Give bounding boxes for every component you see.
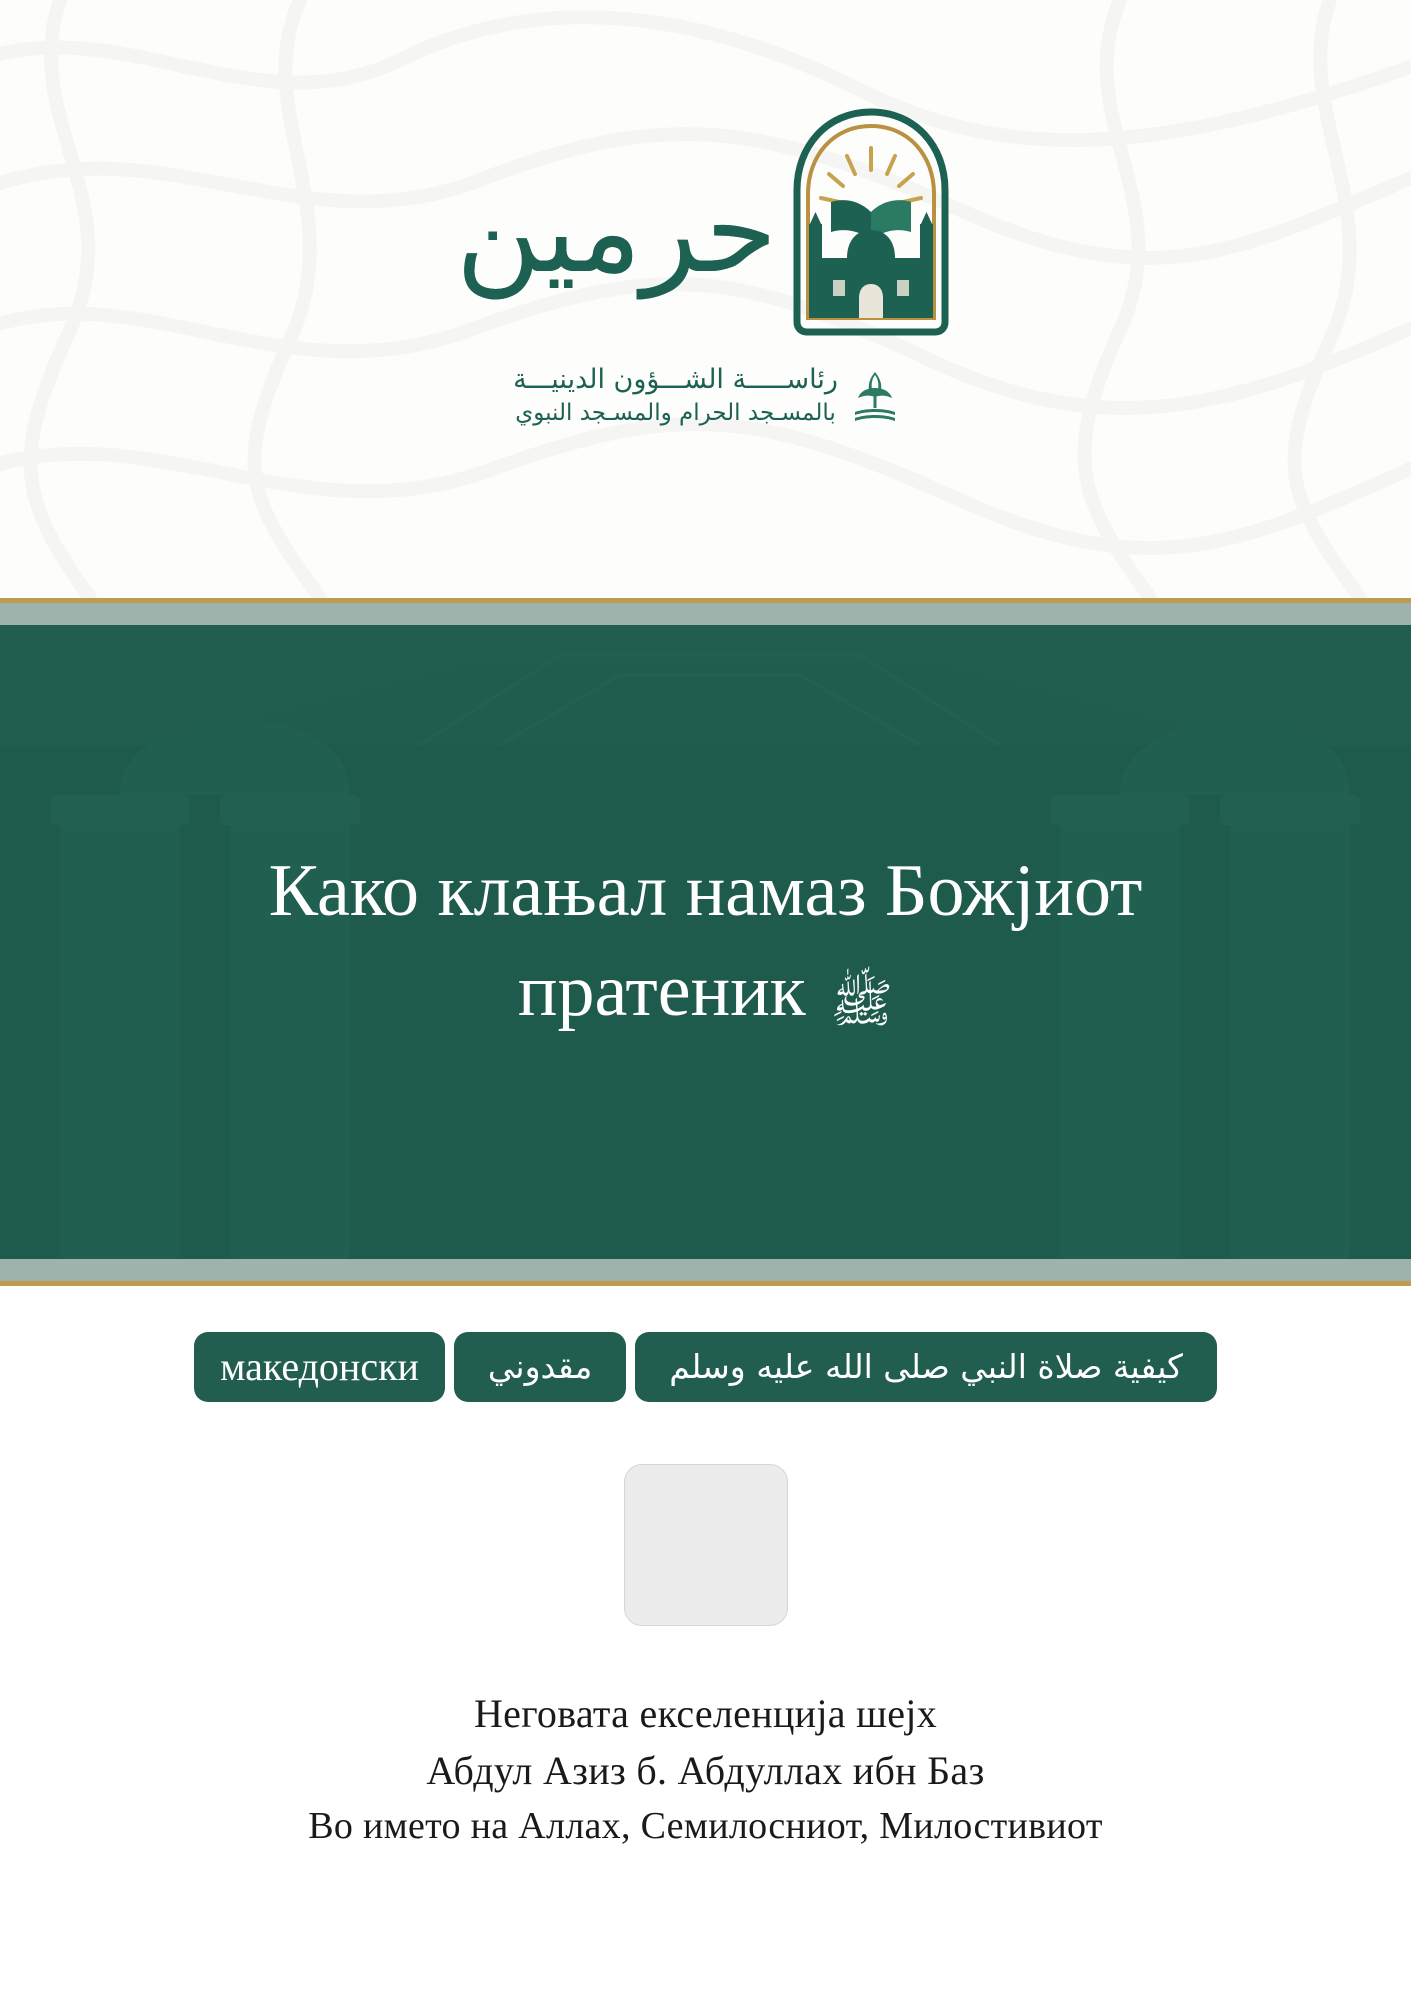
saudi-emblem-palm-swords-icon <box>852 368 898 424</box>
header-band <box>0 0 1411 598</box>
lower-content <box>0 1286 1411 2000</box>
language-pill-macedonian-arabic[interactable]: مقدوني <box>454 1332 626 1402</box>
organization-logo <box>0 108 1411 429</box>
language-pill-row <box>0 1332 1411 1402</box>
organization-arabic-line-2: بالمسـجد الحرام والمسـجد النبوي <box>515 400 836 427</box>
salla-honorific-icon: ﷺ <box>830 974 894 1034</box>
author-honorific: Неговата екселенција шејх <box>473 1691 937 1736</box>
author-block <box>308 1686 1103 1854</box>
organization-arabic-line-1: رئاســـــة الشـــؤون الدينيـــة <box>513 364 838 395</box>
language-pill-macedonian-cyrillic[interactable]: македонски <box>194 1332 445 1402</box>
organization-name-block <box>513 362 898 429</box>
logo-top-row <box>456 108 955 336</box>
document-title <box>0 842 1411 1042</box>
organization-arabic-text <box>513 362 838 429</box>
document-title-text: Како клањал намаз Божјиот пратеник <box>268 850 1143 1032</box>
document-thumbnail-placeholder[interactable] <box>624 1464 788 1626</box>
basmala-line: Во името на Аллах, Семилосниот, Милостивиот <box>308 1804 1103 1847</box>
language-pill-title-arabic[interactable]: كيفية صلاة النبي صلى الله عليه وسلم <box>635 1332 1217 1402</box>
grey-band-bottom <box>0 1259 1411 1281</box>
author-name: Абдул Азиз б. Абдуллах ибн Баз <box>426 1747 985 1793</box>
mosque-emblem-icon <box>787 108 955 336</box>
title-band <box>0 625 1411 1259</box>
haramain-calligraphy-icon: حرمين <box>455 164 778 299</box>
grey-band-top <box>0 603 1411 625</box>
